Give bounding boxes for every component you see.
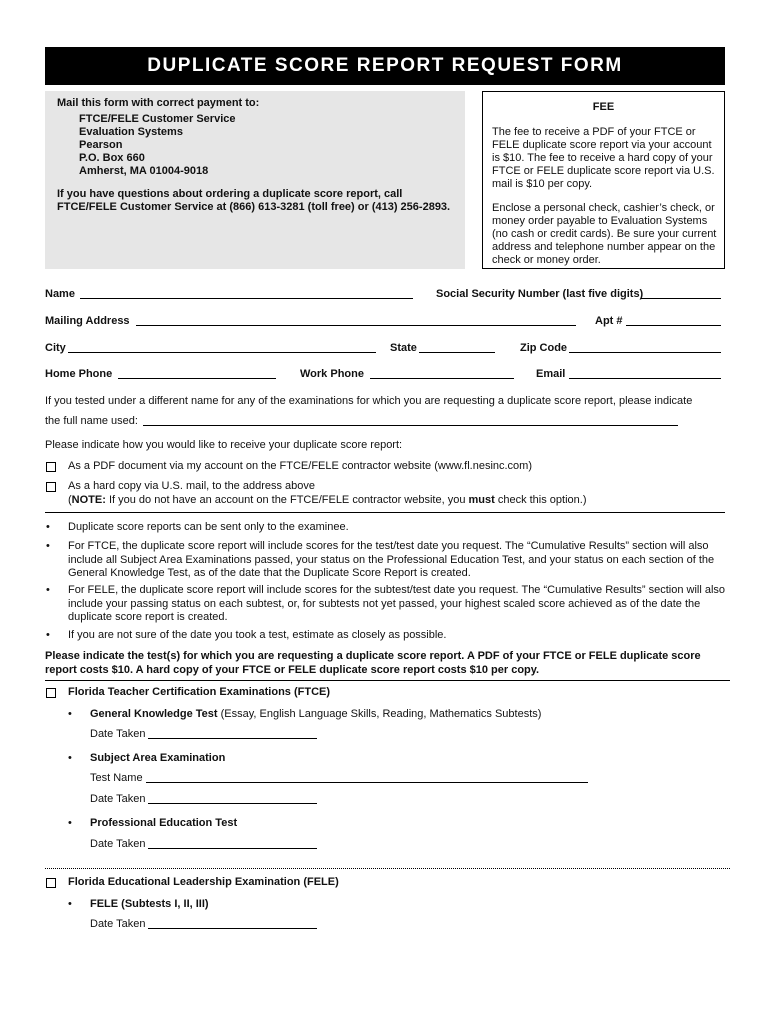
form-title: DUPLICATE SCORE REPORT REQUEST FORM xyxy=(45,47,725,85)
mailing-address-field[interactable] xyxy=(136,325,576,326)
note-label: NOTE: xyxy=(71,494,106,506)
bullet-icon: • xyxy=(46,521,50,533)
receive-method-prompt: Please indicate how you would like to receive your duplicate score report: xyxy=(45,439,403,451)
payment-instructions: Enclose a personal check, cashier’s check, or money order payable to Evaluation Systems (no cash or credit cards). Be sure your current address and telephone number appear on the check or money order. xyxy=(492,202,717,266)
info-bullet: For FTCE, the duplicate score report will include scores for the test/test date you request. The “Cumulative Results” section will also include all Subject Area Examinations passed, your status on the Professional Education Test, and your status on each section of the General Knowledge Test, as of the date that the Duplicate Score Report is created. xyxy=(68,540,715,579)
ssn-field[interactable] xyxy=(641,298,721,299)
fee-title: FEE xyxy=(592,101,615,113)
fele-subtests-label: FELE (Subtests I, II, III) xyxy=(90,898,209,910)
info-bullet: If you are not sure of the date you took a test, estimate as closely as possible. xyxy=(68,629,447,641)
note-emphasis: must xyxy=(468,494,495,506)
home-phone-label: Home Phone xyxy=(45,368,113,380)
mail-intro: Mail this form with correct payment to: xyxy=(57,97,260,109)
bullet-icon: • xyxy=(46,540,50,552)
pdf-option-label: As a PDF document via my account on the FTCE/FELE contractor website (www.fl.nesinc.com) xyxy=(68,460,533,472)
full-name-used-label: the full name used: xyxy=(45,415,138,427)
pet-date-taken-label: Date Taken xyxy=(90,838,146,850)
sae-test-name-field[interactable] xyxy=(146,782,588,783)
work-phone-label: Work Phone xyxy=(300,368,364,380)
address-line: P.O. Box 660 xyxy=(79,152,145,164)
gk-date-taken-field[interactable] xyxy=(148,738,317,739)
name-field[interactable] xyxy=(80,298,413,299)
bullet-icon: • xyxy=(68,817,72,829)
zip-field[interactable] xyxy=(569,352,721,353)
section-divider xyxy=(45,680,730,681)
email-label: Email xyxy=(536,368,566,380)
bullet-icon: • xyxy=(46,584,50,596)
sae-date-taken-field[interactable] xyxy=(148,803,317,804)
address-line: Amherst, MA 01004-9018 xyxy=(79,165,209,177)
home-phone-field[interactable] xyxy=(118,378,276,379)
note-text: If you do not have an account on the FTCE/FELE contractor website, you xyxy=(105,494,469,506)
indicate-tests-instruction: Please indicate the test(s) for which you are requesting a duplicate score report. A PDF of your FTCE or FELE duplicate score report costs $10. A hard copy of your FTCE or FELE duplicate score report costs $10 per copy. xyxy=(45,650,701,676)
fee-description: The fee to receive a PDF of your FTCE or FELE duplicate score report via your account is $10. The fee to receive a hard copy of your FTCE or FELE duplicate score report via U.S. mail is $10 per copy. xyxy=(492,126,715,190)
bullet-icon: • xyxy=(68,708,72,720)
sae-date-taken-label: Date Taken xyxy=(90,793,146,805)
address-line: Evaluation Systems xyxy=(79,126,183,138)
pet-label: Professional Education Test xyxy=(90,817,238,829)
address-line: Pearson xyxy=(79,139,123,151)
questions-contact xyxy=(57,188,461,214)
name-label: Name xyxy=(45,288,75,300)
section-divider xyxy=(45,868,730,869)
fele-date-taken-field[interactable] xyxy=(148,928,317,929)
mail-instructions-box xyxy=(45,91,465,269)
full-name-used-field[interactable] xyxy=(143,425,678,426)
bullet-icon: • xyxy=(68,898,72,910)
ftce-heading: Florida Teacher Certification Examinations (FTCE) xyxy=(68,686,331,698)
ssn-label: Social Security Number (last five digits) xyxy=(436,288,644,300)
work-phone-field[interactable] xyxy=(370,378,514,379)
questions-line-1: If you have questions about ordering a duplicate score report, call xyxy=(57,188,403,200)
pdf-option-checkbox[interactable] xyxy=(46,462,56,472)
questions-line-2: FTCE/FELE Customer Service at (866) 613-3281 (toll free) or (413) 256-2893. xyxy=(57,201,451,213)
state-field[interactable] xyxy=(419,352,495,353)
city-label: City xyxy=(45,342,66,354)
info-bullet: Duplicate score reports can be sent only to the examinee. xyxy=(68,521,349,533)
pet-date-taken-field[interactable] xyxy=(148,848,317,849)
note-open-paren: ( xyxy=(68,494,72,506)
fele-date-taken-label: Date Taken xyxy=(90,918,146,930)
sae-label: Subject Area Examination xyxy=(90,752,226,764)
bullet-icon: • xyxy=(46,629,50,641)
state-label: State xyxy=(390,342,417,354)
apt-field[interactable] xyxy=(626,325,721,326)
hardcopy-option-checkbox[interactable] xyxy=(46,482,56,492)
sae-test-name-label: Test Name xyxy=(90,772,143,784)
gk-test-label: General Knowledge Test xyxy=(90,708,218,720)
hardcopy-option-label: As a hard copy via U.S. mail, to the address above xyxy=(68,480,316,492)
email-field[interactable] xyxy=(569,378,721,379)
mailing-address-block xyxy=(79,113,236,178)
gk-test-item xyxy=(90,708,541,720)
apt-label: Apt # xyxy=(595,315,623,327)
different-name-prompt: If you tested under a different name for any of the examinations for which you are requesting a duplicate score report, please indicate xyxy=(45,395,693,407)
info-bullet: For FELE, the duplicate score report will include scores for the subtest/test date you request. The “Cumulative Results” section will also include your passing status on each subtest, or, for subtests not yet passed, your highest scaled score achieved as of the date the duplicate score report is created. xyxy=(68,584,726,623)
section-divider xyxy=(45,512,725,513)
note-text: check this option.) xyxy=(494,494,587,506)
fele-checkbox[interactable] xyxy=(46,878,56,888)
bullet-icon: • xyxy=(68,752,72,764)
mailing-address-label: Mailing Address xyxy=(45,315,130,327)
gk-date-taken-label: Date Taken xyxy=(90,728,146,740)
address-line: FTCE/FELE Customer Service xyxy=(79,113,236,125)
zip-label: Zip Code xyxy=(520,342,568,354)
hardcopy-note xyxy=(68,494,587,506)
fele-heading: Florida Educational Leadership Examination (FELE) xyxy=(68,876,339,888)
fee-box xyxy=(482,91,725,269)
gk-test-detail: (Essay, English Language Skills, Reading, Mathematics Subtests) xyxy=(217,708,542,720)
city-field[interactable] xyxy=(68,352,376,353)
ftce-checkbox[interactable] xyxy=(46,688,56,698)
